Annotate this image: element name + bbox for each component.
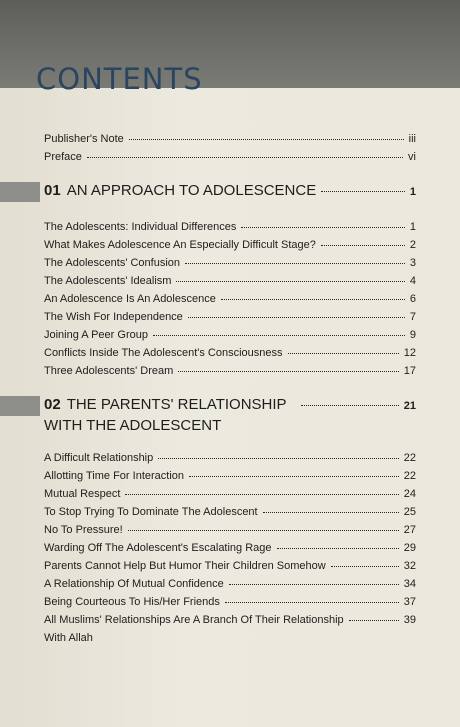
toc-entry-label: Preface (44, 151, 82, 163)
toc-entry-label: A Relationship Of Mutual Confidence (44, 578, 224, 590)
toc-entry-page: 9 (409, 329, 416, 341)
toc-entry-page: 6 (409, 293, 416, 305)
toc-entry-label: Parents Cannot Help But Humor Their Children Somehow (44, 560, 326, 572)
dot-leader (153, 334, 405, 336)
dot-leader (288, 352, 399, 354)
toc-entry-page: vi (408, 151, 416, 163)
toc-entry-multiline[interactable] (44, 613, 416, 645)
toc-entry-page: 1 (409, 221, 416, 233)
toc-entry[interactable] (44, 220, 416, 234)
toc-entry-label: The Adolescents' Idealism (44, 275, 172, 287)
toc-entry-page: 7 (409, 311, 416, 323)
toc-entry-label: The Adolescents: Individual Differences (44, 221, 237, 233)
dot-leader (221, 298, 405, 300)
dot-leader (158, 457, 399, 459)
toc-entry-page: 27 (403, 524, 416, 536)
toc-entry[interactable] (44, 559, 416, 573)
dot-leader (277, 547, 399, 549)
toc-entry-label: Mutual Respect (44, 488, 121, 500)
toc-entry[interactable] (44, 541, 416, 555)
dot-leader (178, 370, 398, 372)
toc-entry-label: No To Pressure! (44, 524, 123, 536)
dot-leader (125, 493, 398, 495)
toc-entry-label-line2: With Allah (44, 632, 93, 644)
toc-entry-page: 39 (403, 614, 416, 626)
dot-leader (185, 262, 405, 264)
toc-entry[interactable] (44, 256, 416, 270)
toc-entry-label: Allotting Time For Interaction (44, 470, 185, 482)
dot-leader (321, 190, 405, 192)
toc-entry-label: What Makes Adolescence An Especially Difficult Stage? (44, 239, 316, 251)
toc-entry[interactable] (44, 523, 416, 537)
dot-leader (349, 619, 399, 621)
toc-entry-label: The Wish For Independence (44, 311, 183, 323)
dot-leader (128, 529, 399, 531)
dot-leader (331, 565, 399, 567)
dot-leader (229, 583, 399, 585)
toc-entry[interactable] (44, 469, 416, 483)
toc-entry-page: 12 (403, 347, 416, 359)
chapter-heading-01[interactable] (44, 182, 416, 201)
toc-entry-label-line1: All Muslims' Relationships Are A Branch Of Their Relationship (44, 614, 344, 626)
toc-entry[interactable] (44, 595, 416, 609)
chapter-title: AN APPROACH TO ADOLESCENCE (66, 182, 317, 199)
toc-entry[interactable] (44, 487, 416, 501)
toc-entry-page: 24 (403, 488, 416, 500)
toc-entry-page: 2 (409, 239, 416, 251)
dot-leader (176, 280, 404, 282)
toc-entry-page: 25 (403, 506, 416, 518)
dot-leader (321, 244, 405, 246)
toc-entry-publishers-note[interactable] (44, 132, 416, 146)
toc-entry-page: 32 (403, 560, 416, 572)
toc-entry-page: 4 (409, 275, 416, 287)
dot-leader (301, 404, 399, 406)
toc-entry-label: To Stop Trying To Dominate The Adolescent (44, 506, 258, 518)
chapter-page: 1 (409, 186, 416, 198)
toc-entry[interactable] (44, 310, 416, 324)
toc-entry-page: 3 (409, 257, 416, 269)
toc-entry[interactable] (44, 328, 416, 342)
chapter-title-line1: THE PARENTS' RELATIONSHIP (66, 396, 287, 413)
toc-entry[interactable] (44, 364, 416, 378)
toc-entry-preface[interactable] (44, 150, 416, 164)
toc-entry-label: Conflicts Inside The Adolescent's Consciousness (44, 347, 283, 359)
toc-entry[interactable] (44, 577, 416, 591)
toc-entry-label: Warding Off The Adolescent's Escalating Rage (44, 542, 272, 554)
toc-entry[interactable] (44, 238, 416, 252)
toc-entry[interactable] (44, 451, 416, 465)
dot-leader (189, 475, 399, 477)
page-title: CONTENTS (36, 62, 203, 96)
toc-entry-label: Publisher's Note (44, 133, 124, 145)
toc-entry-label: The Adolescents' Confusion (44, 257, 181, 269)
chapter-title-line2: WITH THE ADOLESCENT (44, 417, 222, 434)
dot-leader (87, 156, 403, 158)
chapter-number: 01 (44, 182, 61, 199)
dot-leader (241, 226, 404, 228)
dot-leader (225, 601, 399, 603)
dot-leader (188, 316, 405, 318)
toc-entry-label: An Adolescence Is An Adolescence (44, 293, 216, 305)
toc-entry-page: 22 (403, 470, 416, 482)
chapter-marker-bar (0, 182, 40, 202)
toc-entry-label: Three Adolescents' Dream (44, 365, 174, 377)
toc-entry-label: Joining A Peer Group (44, 329, 148, 341)
toc-entry[interactable] (44, 274, 416, 288)
toc-entry-page: 34 (403, 578, 416, 590)
toc-entry-page: 17 (403, 365, 416, 377)
toc-entry-page: iii (408, 133, 416, 145)
toc-entry-label: A Difficult Relationship (44, 452, 154, 464)
chapter-page: 21 (403, 400, 416, 412)
toc-entry-label: Being Courteous To His/Her Friends (44, 596, 220, 608)
chapter-number: 02 (44, 396, 61, 413)
dot-leader (129, 138, 404, 140)
chapter-marker-bar (0, 396, 40, 416)
dot-leader (263, 511, 399, 513)
toc-entry[interactable] (44, 292, 416, 306)
toc-entry[interactable] (44, 346, 416, 360)
toc-entry-page: 37 (403, 596, 416, 608)
toc-entry-page: 29 (403, 542, 416, 554)
chapter-heading-02[interactable] (44, 395, 416, 436)
toc-entry-page: 22 (403, 452, 416, 464)
toc-entry[interactable] (44, 505, 416, 519)
